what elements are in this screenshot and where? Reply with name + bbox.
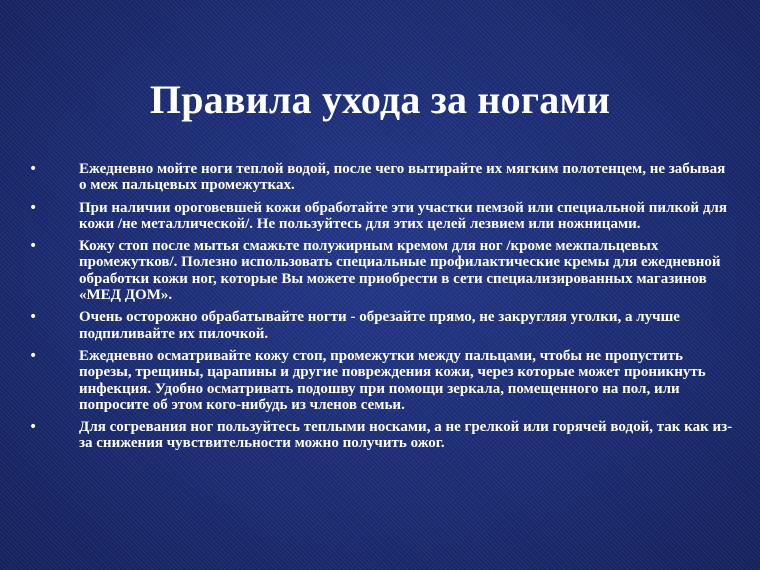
bullet-item [0, 200, 760, 233]
bullet-text: Кожу стоп после мытья смажьте полужирным кремом для ног /кроме межпальцевых промежутков/. Полезно использовать специальные профилактические кремы для ежедневной обработки кожи ног, которые Вы можете приобрести в сети специализированных магазинов «МЕД ДОМ». [79, 238, 721, 304]
bullet-text: Очень осторожно обрабатывайте ногти - обрезайте прямо, не закругляя уголки, а лучше подпиливайте их пилочкой. [79, 309, 680, 342]
bullet-item [0, 238, 760, 303]
bullet-dot-icon: • [29, 199, 38, 216]
bullet-list [0, 161, 760, 458]
bullet-text: Для согревания ног пользуйтесь теплыми носками, а не грелкой или горячей водой, так как из-за снижения чувствительности можно получить ожог. [79, 419, 733, 452]
bullet-dot-icon: • [29, 347, 38, 364]
bullet-dot-icon: • [29, 309, 38, 326]
slide-title: Правила ухода за ногами [149, 77, 611, 122]
bullet-dot-icon: • [29, 161, 38, 177]
bullet-item [0, 348, 760, 413]
bullet-item [0, 419, 760, 452]
bullet-dot-icon: • [29, 238, 38, 255]
bullet-text: Ежедневно осматривайте кожу стоп, промежутки между пальцами, чтобы не пропустить порезы, трещины, царапины и другие повреждения кожи, через которые может проникнуть инфекция. Удобно осматривать подошву при помощи зеркала, помещенного на пол, или попросите об этом кого-нибудь из членов семьи. [79, 347, 706, 413]
bullet-dot-icon: • [29, 419, 38, 436]
bullet-text: При наличии ороговевшей кожи обработайте эти участки пемзой или специальной пилкой для кожи /не металлической/. Не пользуйтесь для этих целей лезвием или ножницами. [79, 199, 727, 232]
bullet-item [0, 161, 760, 194]
bullet-text: Ежедневно мойте ноги теплой водой, после чего вытирайте их мягким полотенцем, не забывая о меж пальцевых промежутках. [79, 161, 726, 194]
bullet-item [0, 309, 760, 342]
